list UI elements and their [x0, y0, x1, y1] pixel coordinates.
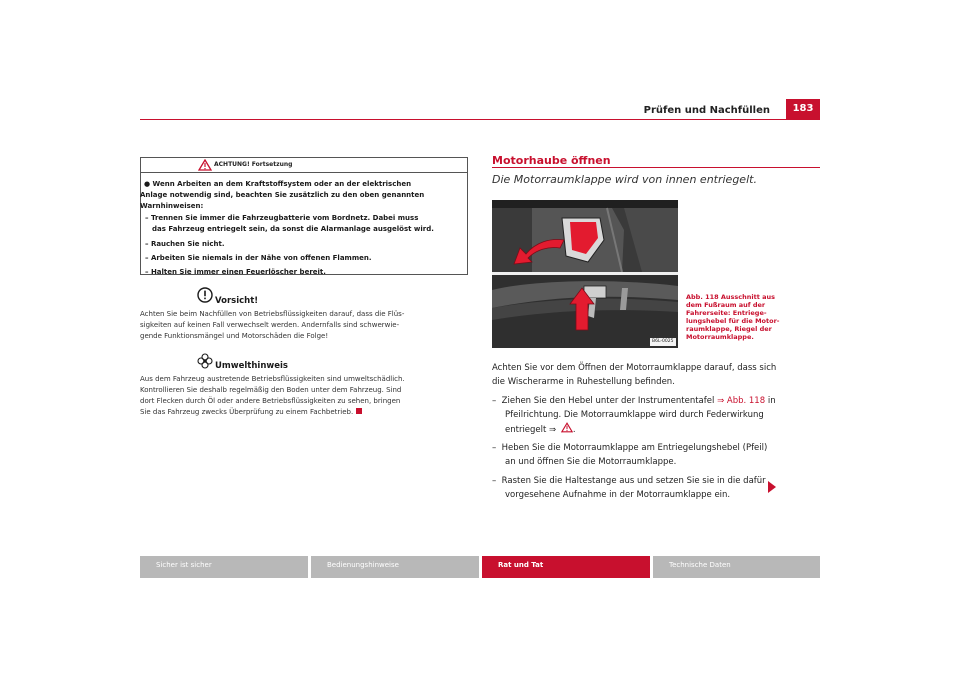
header-rule — [140, 119, 820, 120]
figure-reference-link[interactable]: ⇒ Abb. 118 — [717, 396, 766, 406]
caution-text: Achten Sie beim Nachfüllen von Betriebsflüssigkeiten darauf, dass die Flüs- — [140, 310, 405, 318]
section-end-marker — [356, 408, 362, 414]
step-2: – Heben Sie die Motorraumklappe am Entriegelungshebel (Pfeil) — [492, 443, 768, 453]
section-title: Motorhaube öffnen — [492, 154, 611, 167]
warning-line: – Arbeiten Sie niemals in der Nähe von offenen Flammen. — [145, 254, 372, 262]
step-1-cont: Pfeilrichtung. Die Motorraumklappe wird durch Federwirkung — [505, 410, 764, 420]
figure-illustration — [492, 200, 678, 348]
page-number: 183 — [786, 99, 820, 119]
environment-text: Aus dem Fahrzeug austretende Betriebsflüssigkeiten sind umweltschädlich. — [140, 375, 405, 383]
figure-caption: Abb. 118 Ausschnitt aus dem Fußraum auf der Fahrerseite: Entriege- lungshebel für die Motor- raumklappe, Riegel der Motorraumklappe. — [686, 293, 780, 341]
dash-icon: – — [145, 268, 149, 276]
environment-text: Kontrollieren Sie deshalb regelmäßig den Boden unter dem Fahrzeug. Sind — [140, 386, 402, 394]
warning-line: – Rauchen Sie nicht. — [145, 240, 225, 248]
footer-tab-sicher[interactable]: Sicher ist sicher — [140, 556, 308, 578]
step-2-cont: an und öffnen Sie die Motorraumklappe. — [505, 457, 677, 467]
intro-text: Achten Sie vor dem Öffnen der Motorraumklappe darauf, dass sich — [492, 363, 777, 373]
caution-text: gende Funktionsmängel und Motorschäden die Folge! — [140, 332, 329, 340]
warning-line: – Trennen Sie immer die Fahrzeugbatterie vom Bordnetz. Dabei muss — [145, 214, 419, 222]
warning-line: Anlage notwendig sind, beachten Sie zusätzlich zu den oben genannten — [140, 191, 425, 199]
environment-text: Sie das Fahrzeug zwecks Überprüfung zu einem Fachbetrieb. — [140, 407, 362, 418]
figure-code: B6L-0025 — [652, 339, 674, 344]
step-1-cont: entriegelt ⇒ . — [505, 422, 576, 437]
figure-hood-release — [492, 200, 678, 348]
warning-line: Warnhinweisen: — [140, 202, 204, 210]
warning-box-header — [141, 158, 467, 173]
next-page-arrow-icon[interactable] — [768, 481, 776, 493]
dash-icon: – — [145, 214, 149, 222]
step-3: – Rasten Sie die Haltestange aus und setzen Sie sie in die dafür — [492, 476, 766, 486]
warning-triangle-icon — [198, 159, 212, 171]
section-rule — [492, 167, 820, 168]
intro-text: die Wischerarme in Ruhestellung befinden. — [492, 377, 675, 387]
section-subtitle: Die Motorraumklappe wird von innen entriegelt. — [492, 173, 757, 186]
warning-line: ● Wenn Arbeiten an dem Kraftstoffsystem oder an der elektrischen — [144, 180, 412, 188]
environment-title: Umwelthinweis — [215, 361, 288, 371]
caution-text: sigkeiten auf keinen Fall verwechselt werden. Andernfalls sind schwerwie- — [140, 321, 400, 329]
dash-icon: – — [145, 254, 149, 262]
warning-line: das Fahrzeug entriegelt sein, da sonst die Alarmanlage ausgelöst wird. — [152, 225, 434, 233]
step-1: – Ziehen Sie den Hebel unter der Instrumententafel ⇒ Abb. 118 in — [492, 396, 776, 406]
environment-flower-icon — [197, 353, 213, 369]
footer-tab-technische-daten[interactable]: Technische Daten — [653, 556, 820, 578]
warning-heading: ACHTUNG! Fortsetzung — [214, 161, 293, 168]
environment-text: dort Flecken durch Öl oder andere Betriebsflüssigkeiten zu sehen, bringen — [140, 397, 401, 405]
step-3-cont: vorgesehene Aufnahme in der Motorraumklappe ein. — [505, 490, 731, 500]
footer-tab-bedienung[interactable]: Bedienungshinweise — [311, 556, 479, 578]
warning-line: – Halten Sie immer einen Feuerlöscher bereit. — [145, 268, 326, 276]
caution-title: Vorsicht! — [215, 296, 259, 306]
warning-triangle-icon — [561, 422, 573, 433]
footer-tab-rat-und-tat[interactable]: Rat und Tat — [482, 556, 650, 578]
caution-icon — [197, 287, 213, 303]
page-header-title: Prüfen und Nachfüllen — [643, 105, 770, 116]
bullet-icon: ● — [144, 180, 151, 188]
dash-icon: – — [145, 240, 149, 248]
